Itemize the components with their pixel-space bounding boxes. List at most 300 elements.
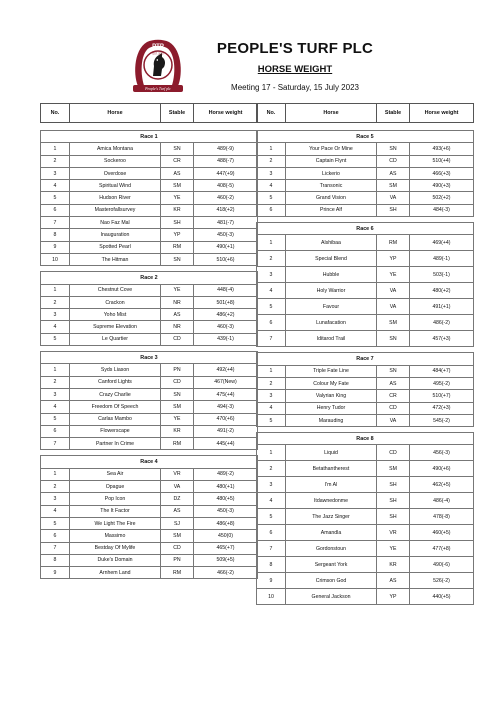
horse-name: Syds Liason [70, 364, 161, 376]
horse-weight: 445(+4) [194, 438, 258, 450]
horse-stable: CD [161, 376, 194, 388]
horse-number: 3 [257, 390, 286, 402]
horse-name: Spotted Pearl [70, 241, 161, 253]
ptp-logo [131, 36, 185, 94]
horse-number: 5 [41, 517, 70, 529]
horse-number: 10 [41, 253, 70, 265]
horse-number: 9 [257, 573, 286, 589]
horse-stable: SM [161, 401, 194, 413]
table-row [41, 309, 258, 321]
horse-weight: 477(+8) [410, 541, 474, 557]
horse-name: Crimson God [286, 573, 377, 589]
horse-name: Hubble [286, 267, 377, 283]
table-row [257, 143, 474, 155]
horse-weight: 456(-3) [410, 445, 474, 461]
column-header-no: No. [41, 104, 70, 123]
horse-number: 4 [41, 321, 70, 333]
horse-name: Triple Fate Line [286, 365, 377, 377]
horse-weight: 545(-2) [410, 414, 474, 426]
horse-weight: 469(+4) [410, 235, 474, 251]
table-row [41, 413, 258, 425]
horse-stable: SN [377, 331, 410, 347]
horse-stable: VA [377, 299, 410, 315]
table-row [41, 284, 258, 296]
horse-stable: SN [161, 143, 194, 155]
horse-weight: 472(+3) [410, 402, 474, 414]
table-row [257, 267, 474, 283]
table-row [41, 296, 258, 308]
horse-number: 2 [257, 461, 286, 477]
left-weight-table [40, 103, 258, 579]
horse-stable: KR [161, 204, 194, 216]
table-row [257, 365, 474, 377]
horse-number: 3 [41, 493, 70, 505]
horse-number: 4 [257, 180, 286, 192]
horse-weight: 489(-9) [194, 143, 258, 155]
horse-stable: AS [161, 505, 194, 517]
horse-weight: 509(+5) [194, 554, 258, 566]
table-row [257, 402, 474, 414]
horse-name: Opague [70, 481, 161, 493]
horse-weight: 510(+6) [194, 253, 258, 265]
horse-number: 1 [41, 468, 70, 480]
race-heading-row [41, 456, 258, 468]
horse-stable: SM [161, 180, 194, 192]
table-row [41, 542, 258, 554]
table-row [41, 204, 258, 216]
table-row [41, 567, 258, 579]
table-row [41, 192, 258, 204]
horse-stable: KR [377, 557, 410, 573]
horse-stable: RM [161, 438, 194, 450]
horse-name: Freedom Of Speech [70, 401, 161, 413]
column-header-horse: Horse [70, 104, 161, 123]
race-heading-row [257, 433, 474, 445]
document-subtitle: HORSE WEIGHT [257, 64, 333, 75]
table-row [257, 192, 474, 204]
horse-weight: 475(+4) [194, 388, 258, 400]
table-row [257, 573, 474, 589]
horse-weight: 486(-2) [410, 315, 474, 331]
horse-name: Alshibaa [286, 235, 377, 251]
horse-name: Betathantherest [286, 461, 377, 477]
horse-name: Amandla [286, 525, 377, 541]
horse-name: Supreme Elevation [70, 321, 161, 333]
horse-stable: SH [377, 204, 410, 216]
race-heading-row [41, 352, 258, 364]
horse-weight: 489(-1) [410, 251, 474, 267]
horse-stable: YP [377, 251, 410, 267]
company-title: PEOPLE'S TURF PLC [216, 40, 374, 57]
race-heading-row [41, 272, 258, 284]
table-row [41, 321, 258, 333]
race-heading: Race 5 [257, 131, 474, 143]
horse-name: Lunafacation [286, 315, 377, 331]
horse-stable: YE [161, 192, 194, 204]
horse-stable: YE [161, 413, 194, 425]
horse-name: Amica Montana [70, 143, 161, 155]
horse-stable: YP [161, 229, 194, 241]
horse-name: Arnhem Land [70, 567, 161, 579]
horse-weight: 510(+4) [410, 155, 474, 167]
horse-number: 3 [257, 167, 286, 179]
horse-number: 8 [257, 557, 286, 573]
horse-number: 4 [257, 402, 286, 414]
horse-weight: 490(+6) [410, 461, 474, 477]
table-row [41, 364, 258, 376]
horse-stable: CD [161, 333, 194, 345]
horse-weight: 491(-2) [194, 425, 258, 437]
horse-number: 6 [41, 204, 70, 216]
horse-number: 2 [257, 251, 286, 267]
horse-stable: SH [377, 477, 410, 493]
horse-name: Captain Flynt [286, 155, 377, 167]
table-row [41, 229, 258, 241]
table-row [41, 493, 258, 505]
horse-name: General Jackson [286, 589, 377, 605]
horse-weight: 439(-1) [194, 333, 258, 345]
horse-number: 6 [257, 525, 286, 541]
horse-name: Colour My Fate [286, 377, 377, 389]
horse-stable: AS [377, 573, 410, 589]
table-row [41, 167, 258, 179]
horse-name: Canford Lights [70, 376, 161, 388]
horse-number: 3 [41, 167, 70, 179]
horse-number: 2 [41, 296, 70, 308]
horse-weight: 526(-2) [410, 573, 474, 589]
horse-number: 6 [257, 315, 286, 331]
table-row [257, 251, 474, 267]
race-heading-row [257, 131, 474, 143]
table-row [41, 554, 258, 566]
horse-weight: 447(+9) [194, 167, 258, 179]
horse-name: Henry Tudor [286, 402, 377, 414]
table-row [257, 180, 474, 192]
horse-number: 1 [41, 364, 70, 376]
horse-weight: 501(+8) [194, 296, 258, 308]
column-header-no: No. [257, 104, 286, 123]
logo-top-text: PTP [152, 44, 164, 50]
horse-weight: 450(-3) [194, 505, 258, 517]
table-row [257, 557, 474, 573]
horse-stable: NR [161, 296, 194, 308]
horse-weight: 490(+1) [194, 241, 258, 253]
race-heading: Race 1 [41, 131, 258, 143]
spacer-row [41, 123, 258, 131]
horse-weight: 418(+2) [194, 204, 258, 216]
horse-name: Lickerio [286, 167, 377, 179]
column-header-stable: Stable [161, 104, 194, 123]
horse-name: Holy Warrior [286, 283, 377, 299]
horse-stable: AS [377, 167, 410, 179]
horse-number: 1 [257, 235, 286, 251]
horse-weight: 481(-7) [194, 217, 258, 229]
horse-weight: 462(+5) [410, 477, 474, 493]
horse-number: 1 [257, 445, 286, 461]
horse-stable: VR [377, 525, 410, 541]
horse-stable: CD [161, 542, 194, 554]
horse-number: 7 [257, 331, 286, 347]
column-header-horse: Horse [286, 104, 377, 123]
horse-number: 9 [41, 241, 70, 253]
horse-stable: VA [377, 192, 410, 204]
column-header-stable: Stable [377, 104, 410, 123]
horse-weight: 465(+7) [194, 542, 258, 554]
table-row [41, 217, 258, 229]
horse-name: I'm Al [286, 477, 377, 493]
horse-number: 4 [257, 493, 286, 509]
table-row [257, 167, 474, 179]
horse-stable: RM [161, 567, 194, 579]
horse-name: Hudson River [70, 192, 161, 204]
horse-weight: 408(-5) [194, 180, 258, 192]
horse-weight: 488(-7) [194, 155, 258, 167]
table-row [257, 541, 474, 557]
race-heading-row [257, 223, 474, 235]
table-row [41, 333, 258, 345]
table-row [257, 414, 474, 426]
column-header-weight: Horse weight [194, 104, 258, 123]
horse-weight: 490(+3) [410, 180, 474, 192]
horse-stable: SN [377, 365, 410, 377]
horse-name: Yoho Mist [70, 309, 161, 321]
horse-number: 3 [257, 477, 286, 493]
horse-weight: 450(-3) [194, 229, 258, 241]
horse-stable: SM [161, 530, 194, 542]
horse-name: Carlas Mambo [70, 413, 161, 425]
horse-weight: 466(+3) [410, 167, 474, 179]
table-row [41, 388, 258, 400]
horse-weight: 486(-4) [410, 493, 474, 509]
horse-name: Overdose [70, 167, 161, 179]
horse-weight: 478(-8) [410, 509, 474, 525]
horse-weight: 484(+7) [410, 365, 474, 377]
horse-weight: 493(+6) [410, 143, 474, 155]
horse-weight: 510(+7) [410, 390, 474, 402]
horse-number: 5 [257, 509, 286, 525]
table-row [41, 481, 258, 493]
horse-name: Masterofallsurvey [70, 204, 161, 216]
horse-stable: SN [161, 253, 194, 265]
table-row [257, 477, 474, 493]
horse-stable: DZ [161, 493, 194, 505]
horse-number: 2 [257, 155, 286, 167]
horse-number: 5 [41, 192, 70, 204]
horse-name: Prince Alf [286, 204, 377, 216]
table-row [257, 445, 474, 461]
race-heading: Race 3 [41, 352, 258, 364]
column-header-weight: Horse weight [410, 104, 474, 123]
horse-name: Grand Vision [286, 192, 377, 204]
horse-weight: 492(+4) [194, 364, 258, 376]
table-row [257, 331, 474, 347]
horse-name: Chestnut Cove [70, 284, 161, 296]
table-row [41, 143, 258, 155]
horse-stable: RM [161, 241, 194, 253]
horse-number: 8 [41, 229, 70, 241]
horse-name: Pop Icon [70, 493, 161, 505]
horse-name: Iditarod Trail [286, 331, 377, 347]
table-row [257, 299, 474, 315]
horse-number: 5 [41, 333, 70, 345]
race-heading-row [257, 353, 474, 365]
table-row [257, 525, 474, 541]
horse-stable: PN [161, 364, 194, 376]
horse-name: Itdawnedonme [286, 493, 377, 509]
horse-weight: 460(+5) [410, 525, 474, 541]
horse-number: 6 [257, 204, 286, 216]
horse-weight: 495(-2) [410, 377, 474, 389]
horse-weight: 460(-2) [194, 192, 258, 204]
horse-number: 7 [257, 541, 286, 557]
race-heading: Race 7 [257, 353, 474, 365]
right-weight-table [256, 103, 474, 605]
table-row [41, 155, 258, 167]
horse-weight: 484(-3) [410, 204, 474, 216]
horse-stable: CR [161, 155, 194, 167]
horse-number: 4 [257, 283, 286, 299]
horse-number: 1 [257, 143, 286, 155]
table-row [41, 180, 258, 192]
horse-stable: VA [377, 414, 410, 426]
horse-number: 5 [41, 413, 70, 425]
horse-stable: SN [161, 388, 194, 400]
table-row [41, 401, 258, 413]
race-heading: Race 4 [41, 456, 258, 468]
horse-name: Duke's Domain [70, 554, 161, 566]
horse-weight: 448(-4) [194, 284, 258, 296]
horse-weight: 503(-1) [410, 267, 474, 283]
horse-weight: 467(New) [194, 376, 258, 388]
race-heading-row [41, 131, 258, 143]
horse-number: 2 [41, 376, 70, 388]
horse-number: 1 [41, 284, 70, 296]
horse-stable: VA [161, 481, 194, 493]
table-row [257, 461, 474, 477]
horse-stable: YP [377, 589, 410, 605]
horse-weight: 490(-6) [410, 557, 474, 573]
horse-weight: 489(-2) [194, 468, 258, 480]
horse-name: Crazy Charlie [70, 388, 161, 400]
horse-number: 7 [41, 438, 70, 450]
horse-name: Bestday Of Mylife [70, 542, 161, 554]
table-row [257, 493, 474, 509]
race-heading: Race 6 [257, 223, 474, 235]
horse-number: 10 [257, 589, 286, 605]
horse-stable: RM [377, 235, 410, 251]
horse-weight: 480(+2) [410, 283, 474, 299]
horse-stable: SH [161, 217, 194, 229]
horse-number: 4 [41, 401, 70, 413]
horse-name: Nao Faz Mal [70, 217, 161, 229]
horse-stable: PN [161, 554, 194, 566]
table-header-row [257, 104, 474, 123]
horse-number: 6 [41, 530, 70, 542]
horse-number: 7 [41, 542, 70, 554]
horse-name: Le Quartier [70, 333, 161, 345]
horse-number: 2 [41, 155, 70, 167]
table-row [41, 241, 258, 253]
horse-stable: SH [377, 509, 410, 525]
horse-weight: 486(+2) [194, 309, 258, 321]
horse-weight: 466(-2) [194, 567, 258, 579]
horse-stable: SJ [161, 517, 194, 529]
table-row [41, 425, 258, 437]
horse-number: 3 [41, 388, 70, 400]
race-heading: Race 8 [257, 433, 474, 445]
spacer-row [257, 123, 474, 131]
horse-number: 6 [41, 425, 70, 437]
horse-stable: CD [377, 155, 410, 167]
horse-stable: VR [161, 468, 194, 480]
horse-stable: CD [377, 402, 410, 414]
table-row [257, 283, 474, 299]
table-row [257, 589, 474, 605]
table-row [41, 253, 258, 265]
horse-name: Crackon [70, 296, 161, 308]
table-row [41, 505, 258, 517]
horse-name: Sea Air [70, 468, 161, 480]
horse-stable: SH [377, 493, 410, 509]
horse-name: Favour [286, 299, 377, 315]
horse-stable: CR [377, 390, 410, 402]
horse-stable: YE [377, 541, 410, 557]
logo-est-text: EST. 2010 [152, 52, 164, 56]
horse-number: 7 [41, 217, 70, 229]
horse-number: 1 [41, 143, 70, 155]
horse-stable: KR [161, 425, 194, 437]
horse-weight: 480(+5) [194, 493, 258, 505]
meeting-info: Meeting 17 - Saturday, 15 July 2023 [231, 83, 359, 92]
horse-stable: NR [161, 321, 194, 333]
horse-name: Your Pace Or Mine [286, 143, 377, 155]
horse-stable: SM [377, 315, 410, 331]
horse-weight: 494(-3) [194, 401, 258, 413]
horse-weight: 491(+1) [410, 299, 474, 315]
table-header-row [41, 104, 258, 123]
horse-number: 4 [41, 505, 70, 517]
horse-name: Sergeant York [286, 557, 377, 573]
horse-number: 4 [41, 180, 70, 192]
horse-name: Massimo [70, 530, 161, 542]
horse-name: Marauding [286, 414, 377, 426]
horse-name: Sockeroo [70, 155, 161, 167]
horse-number: 3 [41, 309, 70, 321]
horse-name: Special Blend [286, 251, 377, 267]
horse-number: 5 [257, 299, 286, 315]
horse-stable: AS [161, 309, 194, 321]
horse-name: The Hitman [70, 253, 161, 265]
horse-weight: 457(+3) [410, 331, 474, 347]
horse-name: Flowerscape [70, 425, 161, 437]
horse-weight: 460(-3) [194, 321, 258, 333]
horse-stable: YE [161, 284, 194, 296]
horse-number: 2 [41, 481, 70, 493]
horse-name: Transonic [286, 180, 377, 192]
horse-number: 1 [257, 365, 286, 377]
horse-number: 9 [41, 567, 70, 579]
horse-stable: YE [377, 267, 410, 283]
horse-weight: 502(+2) [410, 192, 474, 204]
horse-name: Partner In Crime [70, 438, 161, 450]
horse-stable: CD [377, 445, 410, 461]
horse-name: Gordonstoun [286, 541, 377, 557]
table-row [257, 377, 474, 389]
horse-stable: VA [377, 283, 410, 299]
horse-stable: SM [377, 461, 410, 477]
horse-name: We Light The Fire [70, 517, 161, 529]
horse-name: Liquid [286, 445, 377, 461]
